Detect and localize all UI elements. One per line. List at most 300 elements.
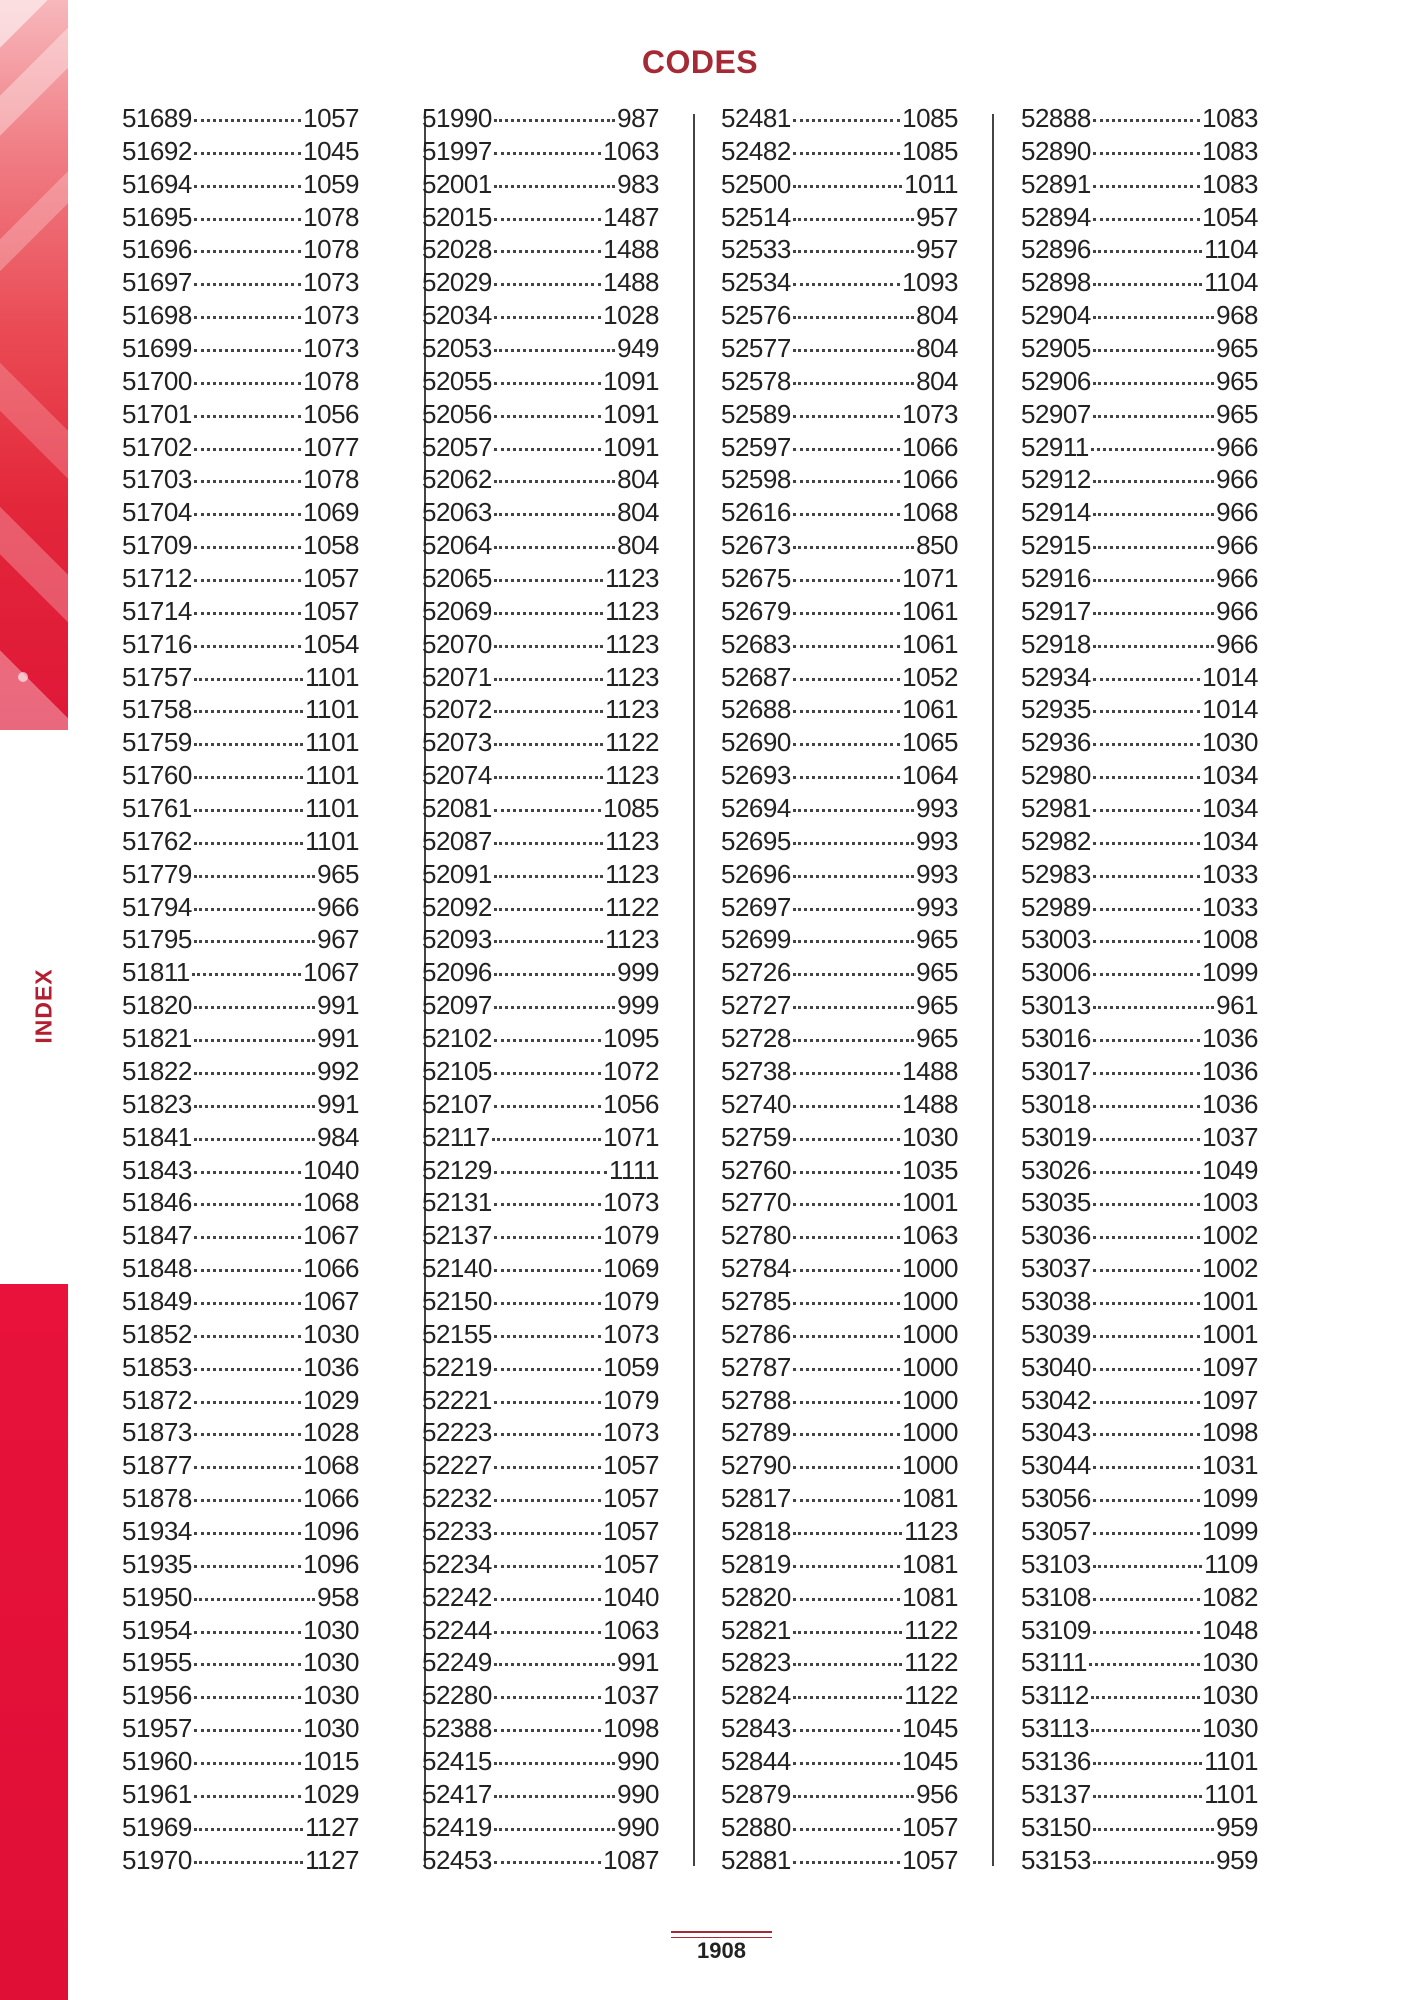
dot-leader <box>1089 1662 1200 1666</box>
dot-leader <box>494 184 615 188</box>
index-entry <box>422 529 659 562</box>
entry-page-number: 1052 <box>902 661 958 692</box>
dot-leader <box>793 545 914 549</box>
index-entry <box>422 135 659 168</box>
index-column-4 <box>1021 102 1258 1876</box>
entry-code: 52693 <box>721 760 791 791</box>
dot-leader <box>1093 578 1214 582</box>
index-entry <box>721 1022 958 1055</box>
entry-code: 53040 <box>1021 1351 1091 1382</box>
entry-page-number: 1030 <box>1202 1680 1258 1711</box>
entry-code: 53111 <box>1021 1647 1087 1678</box>
entry-page-number: 990 <box>617 1745 659 1776</box>
dot-leader <box>1093 282 1202 286</box>
index-entry <box>1021 1548 1258 1581</box>
entry-code: 52028 <box>422 234 492 265</box>
index-entry <box>122 1712 359 1745</box>
entry-code: 52675 <box>721 563 791 594</box>
entry-code: 52934 <box>1021 661 1091 692</box>
entry-page-number: 1082 <box>1202 1581 1258 1612</box>
dot-leader <box>194 447 301 451</box>
dot-leader <box>194 841 303 845</box>
entry-page-number: 1104 <box>1204 234 1258 265</box>
index-entry <box>122 858 359 891</box>
index-entry <box>122 1252 359 1285</box>
entry-page-number: 1065 <box>902 727 958 758</box>
entry-page-number: 1083 <box>1202 135 1258 166</box>
dot-leader <box>1093 1104 1200 1108</box>
entry-code: 52129 <box>422 1154 492 1185</box>
dot-leader <box>194 118 301 122</box>
entry-code: 52911 <box>1021 431 1089 462</box>
dot-leader <box>494 677 603 681</box>
dot-leader <box>194 1860 303 1864</box>
index-entry <box>721 266 958 299</box>
entry-page-number: 1030 <box>303 1680 359 1711</box>
dot-leader <box>1091 1728 1200 1732</box>
entry-page-number: 1001 <box>1202 1318 1258 1349</box>
entry-page-number: 1057 <box>902 1844 958 1875</box>
entry-code: 52824 <box>721 1680 791 1711</box>
entry-page-number: 1001 <box>1202 1285 1258 1316</box>
dot-leader <box>1093 414 1214 418</box>
dot-leader <box>793 644 900 648</box>
index-entry <box>422 1186 659 1219</box>
entry-code: 52074 <box>422 760 492 791</box>
index-entry <box>721 1252 958 1285</box>
dot-leader <box>194 907 315 911</box>
index-entry <box>721 496 958 529</box>
index-entry <box>1021 201 1258 234</box>
index-entry <box>1021 1416 1258 1449</box>
index-column-3 <box>721 102 958 1876</box>
index-entry <box>122 693 359 726</box>
entry-page-number: 1097 <box>1202 1351 1258 1382</box>
entry-code: 52989 <box>1021 891 1091 922</box>
entry-page-number: 1073 <box>603 1318 659 1349</box>
entry-page-number: 1093 <box>902 267 958 298</box>
entry-code: 52780 <box>721 1220 791 1251</box>
entry-page-number: 1073 <box>303 333 359 364</box>
dot-leader <box>194 1268 301 1272</box>
dot-leader <box>793 447 900 451</box>
entry-page-number: 1122 <box>605 727 659 758</box>
index-entry <box>122 792 359 825</box>
dot-leader <box>1093 907 1200 911</box>
index-entry <box>721 628 958 661</box>
dot-leader <box>494 282 601 286</box>
dot-leader <box>194 1104 315 1108</box>
index-entry <box>1021 1121 1258 1154</box>
entry-page-number: 1045 <box>902 1745 958 1776</box>
dot-leader <box>494 742 603 746</box>
dot-leader <box>194 1038 315 1042</box>
entry-page-number: 1098 <box>1202 1417 1258 1448</box>
entry-code: 52219 <box>422 1351 492 1382</box>
entry-page-number: 1488 <box>603 234 659 265</box>
dot-leader <box>793 1728 900 1732</box>
entry-page-number: 1011 <box>904 168 958 199</box>
index-entry <box>422 463 659 496</box>
entry-page-number: 1063 <box>603 1614 659 1645</box>
dot-leader <box>194 1235 301 1239</box>
dot-leader <box>1093 1235 1200 1239</box>
dot-leader <box>494 972 615 976</box>
dot-leader <box>494 414 601 418</box>
index-entry <box>122 168 359 201</box>
index-entry <box>122 562 359 595</box>
decorative-side-banner <box>0 0 68 730</box>
entry-code: 53038 <box>1021 1285 1091 1316</box>
dot-leader <box>194 1761 301 1765</box>
entry-code: 51795 <box>122 924 192 955</box>
entry-page-number: 1487 <box>603 201 659 232</box>
entry-page-number: 1035 <box>902 1154 958 1185</box>
entry-page-number: 1030 <box>303 1647 359 1678</box>
entry-page-number: 1073 <box>303 267 359 298</box>
dot-leader <box>194 1432 301 1436</box>
index-entry <box>122 463 359 496</box>
entry-page-number: 990 <box>617 1811 659 1842</box>
dot-leader <box>494 479 615 483</box>
dot-leader <box>494 1465 601 1469</box>
entry-code: 51692 <box>122 135 192 166</box>
index-entry <box>122 1088 359 1121</box>
entry-page-number: 1030 <box>1202 727 1258 758</box>
entry-page-number: 1122 <box>904 1680 958 1711</box>
dot-leader <box>793 677 900 681</box>
entry-code: 51969 <box>122 1811 192 1842</box>
index-entry <box>1021 1055 1258 1088</box>
entry-code: 51957 <box>122 1713 192 1744</box>
entry-page-number: 1097 <box>1202 1384 1258 1415</box>
index-entry <box>721 1285 958 1318</box>
dot-leader <box>793 1400 900 1404</box>
dot-leader <box>494 1695 601 1699</box>
entry-page-number: 1123 <box>605 694 659 725</box>
entry-code: 53017 <box>1021 1055 1091 1086</box>
dot-leader <box>194 1728 301 1732</box>
index-entry <box>122 923 359 956</box>
index-entry <box>122 726 359 759</box>
dot-leader <box>1093 348 1214 352</box>
entry-page-number: 992 <box>317 1055 359 1086</box>
dot-leader <box>194 644 301 648</box>
entry-code: 52055 <box>422 365 492 396</box>
entry-code: 52890 <box>1021 135 1091 166</box>
index-entry <box>721 135 958 168</box>
index-entry <box>1021 1778 1258 1811</box>
side-tab-bar <box>0 1284 68 2000</box>
entry-page-number: 1061 <box>902 595 958 626</box>
entry-code: 52064 <box>422 530 492 561</box>
entry-page-number: 991 <box>317 1023 359 1054</box>
entry-page-number: 1064 <box>902 760 958 791</box>
index-entry <box>422 1022 659 1055</box>
index-entry <box>422 201 659 234</box>
entry-page-number: 1098 <box>603 1713 659 1744</box>
dot-leader <box>194 1170 301 1174</box>
index-entry <box>721 1449 958 1482</box>
index-entry <box>721 201 958 234</box>
dot-leader <box>793 315 914 319</box>
index-entry <box>122 1416 359 1449</box>
entry-page-number: 1061 <box>902 628 958 659</box>
dot-leader <box>194 184 301 188</box>
dot-leader <box>793 151 900 155</box>
entry-code: 51709 <box>122 530 192 561</box>
entry-code: 51872 <box>122 1384 192 1415</box>
entry-code: 51779 <box>122 858 192 889</box>
dot-leader <box>1093 742 1200 746</box>
entry-page-number: 967 <box>317 924 359 955</box>
dot-leader <box>793 874 914 878</box>
entry-code: 52150 <box>422 1285 492 1316</box>
entry-page-number: 1037 <box>603 1680 659 1711</box>
dot-leader <box>1093 1531 1200 1535</box>
entry-code: 52092 <box>422 891 492 922</box>
entry-page-number: 804 <box>617 464 659 495</box>
entry-page-number: 1079 <box>603 1285 659 1316</box>
index-entry <box>122 628 359 661</box>
index-entry <box>122 431 359 464</box>
index-entry <box>122 1384 359 1417</box>
entry-code: 53016 <box>1021 1023 1091 1054</box>
entry-page-number: 1057 <box>303 103 359 133</box>
entry-page-number: 1078 <box>303 201 359 232</box>
entry-code: 53136 <box>1021 1745 1091 1776</box>
entry-page-number: 1066 <box>902 464 958 495</box>
index-entry <box>122 1778 359 1811</box>
index-entry <box>1021 1186 1258 1219</box>
entry-code: 52534 <box>721 267 791 298</box>
entry-page-number: 1123 <box>605 858 659 889</box>
entry-page-number: 1066 <box>303 1253 359 1284</box>
index-entry <box>1021 1679 1258 1712</box>
entry-code: 51714 <box>122 595 192 626</box>
entry-code: 51698 <box>122 300 192 331</box>
entry-code: 52589 <box>721 398 791 429</box>
entry-code: 51716 <box>122 628 192 659</box>
index-entry <box>422 365 659 398</box>
index-entry <box>122 595 359 628</box>
dot-leader <box>194 414 301 418</box>
entry-code: 52453 <box>422 1844 492 1875</box>
dot-leader <box>793 611 900 615</box>
dot-leader <box>194 348 301 352</box>
entry-page-number: 1101 <box>305 793 359 824</box>
entry-page-number: 1048 <box>1202 1614 1258 1645</box>
index-entry <box>721 792 958 825</box>
index-entry <box>721 1778 958 1811</box>
column-divider <box>693 114 695 1866</box>
dot-leader <box>793 1268 900 1272</box>
index-entry <box>1021 693 1258 726</box>
index-column-1 <box>122 102 359 1876</box>
entry-page-number: 1101 <box>305 825 359 856</box>
entry-page-number: 1099 <box>1202 1483 1258 1514</box>
dot-leader <box>1093 217 1200 221</box>
entry-code: 52415 <box>422 1745 492 1776</box>
entry-page-number: 965 <box>1216 365 1258 396</box>
index-entry <box>1021 1154 1258 1187</box>
entry-code: 51694 <box>122 168 192 199</box>
entry-code: 52981 <box>1021 793 1091 824</box>
entry-page-number: 965 <box>916 990 958 1021</box>
entry-code: 51849 <box>122 1285 192 1316</box>
entry-code: 53056 <box>1021 1483 1091 1514</box>
entry-page-number: 1078 <box>303 234 359 265</box>
entry-page-number: 1057 <box>603 1548 659 1579</box>
dot-leader <box>793 1662 902 1666</box>
index-entry <box>122 102 359 135</box>
entry-code: 52894 <box>1021 201 1091 232</box>
dot-leader <box>793 1235 900 1239</box>
entry-page-number: 1040 <box>303 1154 359 1185</box>
entry-page-number: 1488 <box>902 1088 958 1119</box>
dot-leader <box>194 1630 301 1634</box>
index-entry <box>422 759 659 792</box>
entry-code: 51794 <box>122 891 192 922</box>
index-entry <box>122 1351 359 1384</box>
dot-leader <box>494 907 603 911</box>
dot-leader <box>793 282 900 286</box>
index-entry <box>122 1614 359 1647</box>
index-entry <box>1021 529 1258 562</box>
index-entry <box>422 661 659 694</box>
dot-leader <box>793 1860 900 1864</box>
entry-page-number: 1002 <box>1202 1253 1258 1284</box>
index-entry <box>1021 792 1258 825</box>
index-entry <box>1021 726 1258 759</box>
page-number: 1908 <box>697 1938 746 1963</box>
index-entry <box>1021 1449 1258 1482</box>
entry-code: 52071 <box>422 661 492 692</box>
entry-code: 51712 <box>122 563 192 594</box>
dot-leader <box>494 381 601 385</box>
entry-code: 52034 <box>422 300 492 331</box>
dot-leader <box>1093 1268 1200 1272</box>
dot-leader <box>194 1465 301 1469</box>
entry-code: 52598 <box>721 464 791 495</box>
dot-leader <box>494 1860 601 1864</box>
entry-code: 51990 <box>422 103 492 133</box>
entry-page-number: 1081 <box>902 1483 958 1514</box>
entry-code: 52057 <box>422 431 492 462</box>
entry-page-number: 1003 <box>1202 1187 1258 1218</box>
dot-leader <box>194 1597 315 1601</box>
entry-page-number: 1069 <box>303 497 359 528</box>
index-entry <box>721 463 958 496</box>
dot-leader <box>494 841 603 845</box>
entry-page-number: 1123 <box>605 563 659 594</box>
index-entry <box>422 693 659 726</box>
entry-page-number: 965 <box>1216 333 1258 364</box>
dot-leader <box>1093 249 1202 253</box>
dot-leader <box>194 1531 301 1535</box>
index-entry <box>122 1482 359 1515</box>
dot-leader <box>194 249 301 253</box>
dot-leader <box>194 1334 301 1338</box>
entry-page-number: 1099 <box>1202 957 1258 988</box>
index-entry <box>122 1515 359 1548</box>
index-entry <box>1021 825 1258 858</box>
index-entry <box>422 1679 659 1712</box>
entry-page-number: 1104 <box>1204 267 1258 298</box>
entry-page-number: 965 <box>916 924 958 955</box>
index-entry <box>1021 1219 1258 1252</box>
entry-code: 52896 <box>1021 234 1091 265</box>
index-entry <box>422 266 659 299</box>
entry-page-number: 959 <box>1216 1844 1258 1875</box>
entry-code: 52787 <box>721 1351 791 1382</box>
entry-page-number: 1068 <box>303 1450 359 1481</box>
entry-page-number: 1081 <box>902 1548 958 1579</box>
entry-page-number: 1054 <box>1202 201 1258 232</box>
entry-code: 52819 <box>721 1548 791 1579</box>
dot-leader <box>793 1202 900 1206</box>
index-entry <box>721 693 958 726</box>
index-entry <box>122 989 359 1022</box>
entry-code: 51762 <box>122 825 192 856</box>
entry-code: 53036 <box>1021 1220 1091 1251</box>
entry-page-number: 1071 <box>902 563 958 594</box>
entry-page-number: 965 <box>916 1023 958 1054</box>
index-entry <box>721 1088 958 1121</box>
index-entry <box>422 1055 659 1088</box>
index-entry <box>1021 595 1258 628</box>
index-entry <box>1021 858 1258 891</box>
entry-page-number: 966 <box>1216 595 1258 626</box>
index-entry <box>1021 233 1258 266</box>
dot-leader <box>1093 1202 1200 1206</box>
entry-page-number: 1091 <box>603 398 659 429</box>
dot-leader <box>1093 677 1200 681</box>
entry-page-number: 1030 <box>303 1318 359 1349</box>
dot-leader <box>192 972 301 976</box>
index-entry <box>122 1022 359 1055</box>
entry-page-number: 1122 <box>904 1647 958 1678</box>
index-entry <box>1021 1384 1258 1417</box>
entry-page-number: 1054 <box>303 628 359 659</box>
index-entry <box>1021 463 1258 496</box>
dot-leader <box>194 709 303 713</box>
entry-code: 53018 <box>1021 1088 1091 1119</box>
entry-code: 51696 <box>122 234 192 265</box>
dot-leader <box>1093 808 1200 812</box>
index-entry <box>122 266 359 299</box>
entry-code: 52683 <box>721 628 791 659</box>
entry-code: 52578 <box>721 365 791 396</box>
entry-code: 52727 <box>721 990 791 1021</box>
entry-code: 52073 <box>422 727 492 758</box>
entry-code: 52533 <box>721 234 791 265</box>
dot-leader <box>194 611 301 615</box>
index-entry <box>422 1416 659 1449</box>
entry-page-number: 961 <box>1216 990 1258 1021</box>
index-entry <box>1021 562 1258 595</box>
entry-code: 51759 <box>122 727 192 758</box>
entry-code: 53042 <box>1021 1384 1091 1415</box>
index-entry <box>422 923 659 956</box>
index-entry <box>1021 1844 1258 1877</box>
entry-page-number: 1000 <box>902 1351 958 1382</box>
dot-leader <box>194 874 315 878</box>
index-entry <box>721 332 958 365</box>
entry-page-number: 1033 <box>1202 858 1258 889</box>
dot-leader <box>793 217 914 221</box>
entry-code: 52728 <box>721 1023 791 1054</box>
